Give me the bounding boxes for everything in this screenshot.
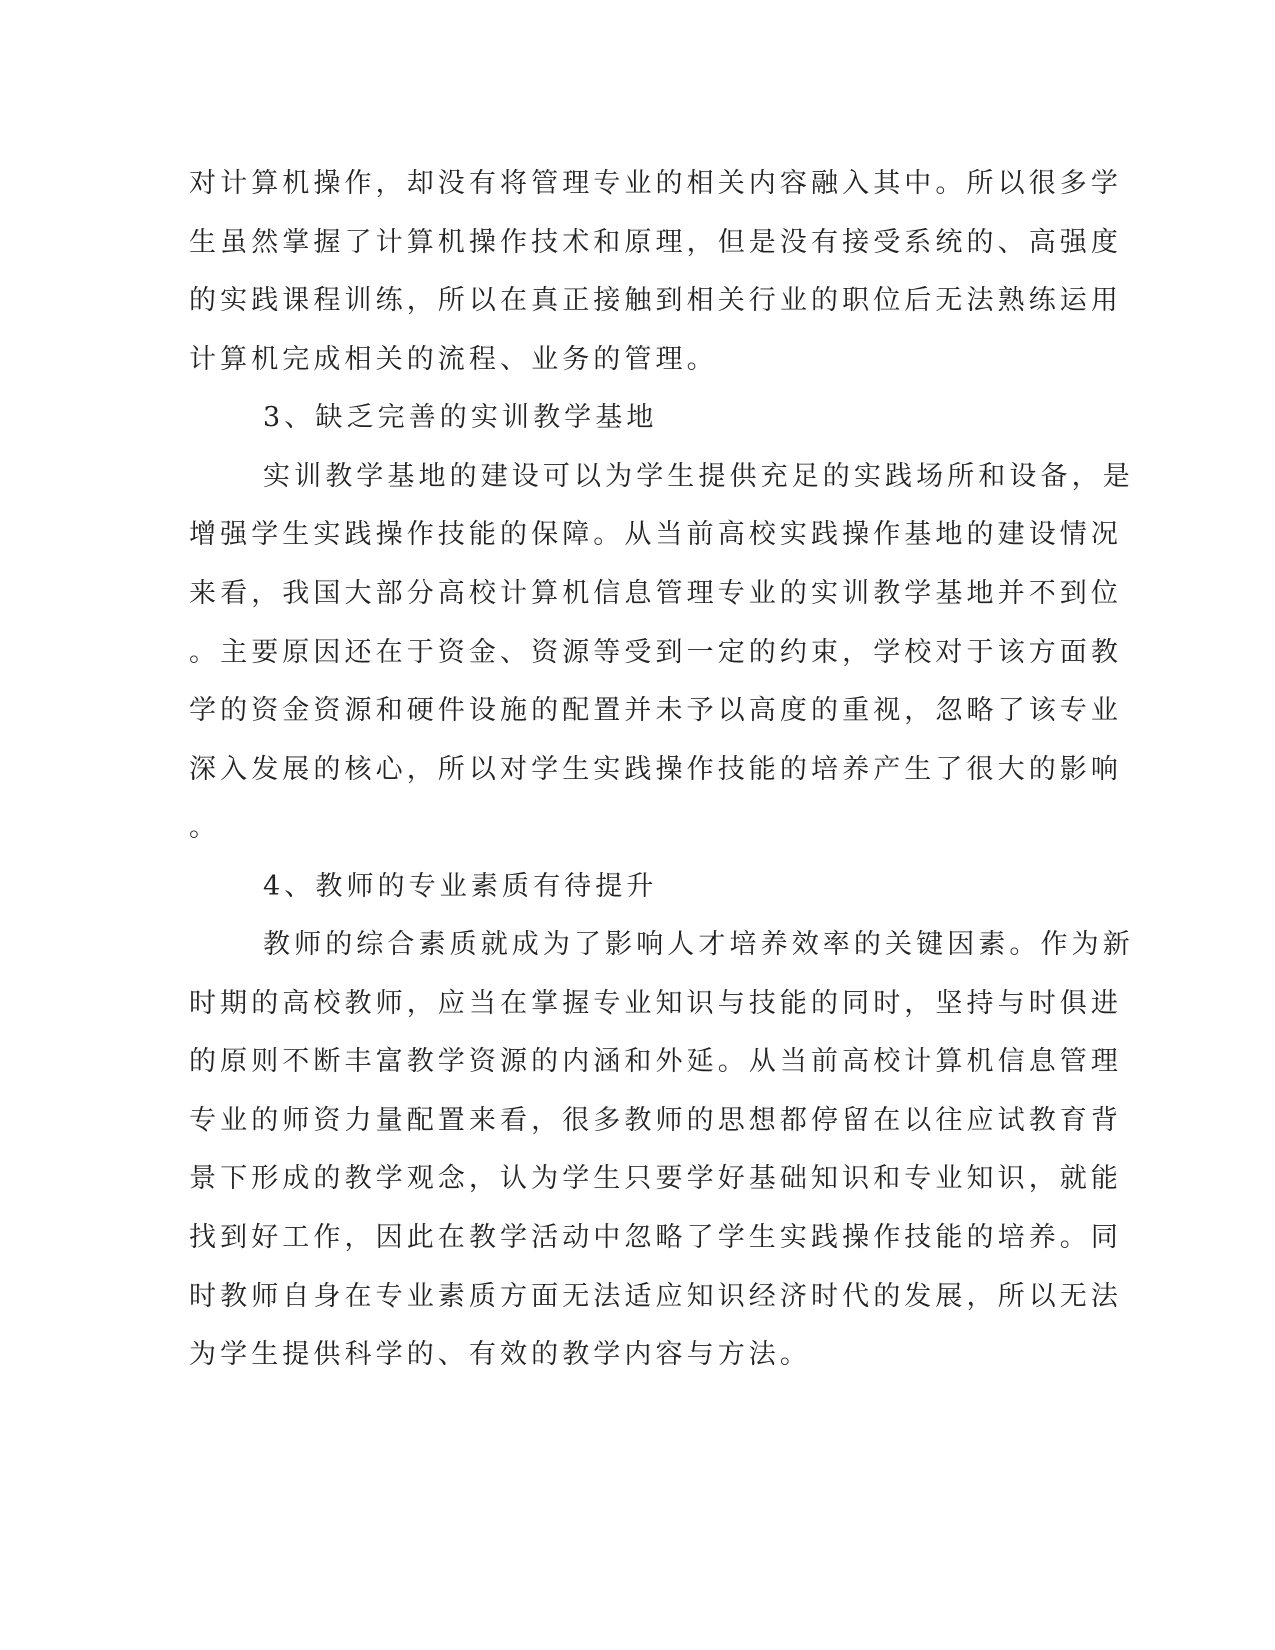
paragraph-line: 为学生提供科学的、有效的教学内容与方法。 bbox=[189, 1339, 811, 1370]
paragraph-line: 计算机完成相关的流程、业务的管理。 bbox=[189, 344, 718, 375]
paragraph-line: 深入发展的核心，所以对学生实践操作技能的培养产生了很大的影响 bbox=[189, 754, 1122, 785]
paragraph-line: 。 bbox=[189, 812, 221, 843]
paragraph-line: 学的资金资源和硬件设施的配置并未予以高度的重视，忽略了该专业 bbox=[189, 695, 1122, 726]
paragraph-line: 景下形成的教学观念，认为学生只要学好基础知识和专业知识，就能 bbox=[189, 1163, 1122, 1194]
paragraph-line: 生虽然掌握了计算机操作技术和原理，但是没有接受系统的、高强度 bbox=[189, 227, 1122, 258]
paragraph-line: 时教师自身在专业素质方面无法适应知识经济时代的发展，所以无法 bbox=[189, 1281, 1122, 1312]
paragraph-line: 的实践课程训练，所以在真正接触到相关行业的职位后无法熟练运用 bbox=[189, 285, 1122, 316]
paragraph-line: 时期的高校教师，应当在掌握专业知识与技能的同时，坚持与时俱进 bbox=[189, 988, 1122, 1019]
paragraph-line: 专业的师资力量配置来看，很多教师的思想都停留在以往应试教育背 bbox=[189, 1105, 1122, 1136]
section-heading: 3、缺乏完善的实训教学基地 bbox=[263, 402, 658, 433]
paragraph-line: 的原则不断丰富教学资源的内涵和外延。从当前高校计算机信息管理 bbox=[189, 1046, 1122, 1077]
paragraph-line: 。主要原因还在于资金、资源等受到一定的约束，学校对于该方面教 bbox=[189, 637, 1122, 668]
paragraph-line: 找到好工作，因此在教学活动中忽略了学生实践操作技能的培养。同 bbox=[189, 1222, 1122, 1253]
paragraph-line: 实训教学基地的建设可以为学生提供充足的实践场所和设备，是 bbox=[263, 461, 1134, 492]
paragraph-line: 教师的综合素质就成为了影响人才培养效率的关键因素。作为新 bbox=[263, 929, 1134, 960]
section-heading: 4、教师的专业素质有待提升 bbox=[263, 871, 658, 902]
paragraph-line: 增强学生实践操作技能的保障。从当前高校实践操作基地的建设情况 bbox=[189, 519, 1122, 550]
paragraph-line: 来看，我国大部分高校计算机信息管理专业的实训教学基地并不到位 bbox=[189, 578, 1122, 609]
paragraph-line: 对计算机操作，却没有将管理专业的相关内容融入其中。所以很多学 bbox=[189, 168, 1122, 199]
